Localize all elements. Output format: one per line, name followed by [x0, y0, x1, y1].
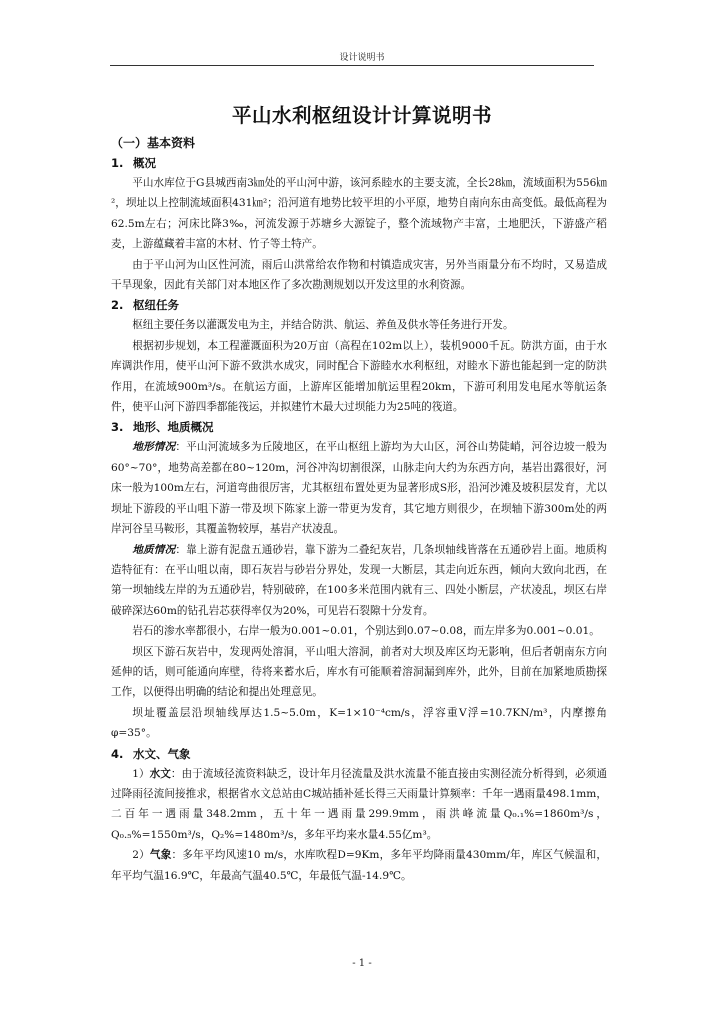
header-rule [110, 65, 594, 66]
subsection-label: 地形、地质概况 [133, 420, 214, 435]
subsection-heading-hydrology-weather [111, 744, 607, 764]
subsection-label: 概况 [133, 156, 156, 170]
paragraph-task-planning: 根据初步规划，本工程灌溉面积为20万亩（高程在102m以上），装机9000千瓦。防洪方面，由于水库调洪作用，使平山河下游不致洪水成灾，同时配合下游睦水水利枢纽，对睦水下游也能起到一定的防洪作用，在流域900m³/s。在航运方面，上游库区能增加航运里程20km，下游可利用发电尾水等航运条件，使平山河下游四季都能筏运，并拟建竹木最大过坝能力为25吨的筏道。 [111, 339, 607, 414]
paragraph-overburden: 坝址覆盖层沿坝轴线厚达1.5~5.0m，K=1×10⁻⁴cm/s，浮容重V浮=10.7KN/m³，内摩擦角φ=35°。 [111, 706, 607, 740]
paragraph-geology [111, 540, 607, 622]
hydrology-text: ：由于流域径流资料缺乏，设计年月径流量及洪水流量不能直接由实测径流分析得到，必须通过降雨径流间接推求，根据省水文总站由C城站插补延长得三天雨量计算频率：千年一遇雨量498.1mm，二百年一遇雨量348.2mm，五十年一遇雨量299.9mm，雨洪峰流量Q₀.₁%=1860m³/s，Q₀.₅%=1550m³/s，Q₂%=1480m³/s，多年平均来水量4.55亿m³。 [111, 767, 607, 841]
subsection-number: 1. [111, 156, 124, 170]
paragraph-task-goals: 枢纽主要任务以灌溉发电为主，并结合防洪、航运、养鱼及供水等任务进行开发。 [132, 319, 514, 332]
hydrology-label: 水文 [149, 767, 171, 780]
geology-label: 地质情况 [132, 543, 176, 556]
topography-text: ：平山河流域多为丘陵地区，在平山枢纽上游均为大山区，河谷山势陡峭，河谷边坡一般为60°~70°，地势高差都在80~120m，河谷冲沟切割很深，山脉走向大约为东西方向，基岩出露很好，河床一般为100m左右，河道弯曲很厉害，尤其枢纽布置处更为显著形成S形，沿河沙滩及坡积层发育，尤以坝址下游段的平山咀下游一带及坝下陈家上游一带更为发育，其它地方则很少，在坝轴下游300m处的两岸河谷呈马鞍形，其覆盖物较厚，基岩产状凌乱。 [111, 441, 608, 536]
running-header: 设计说明书 [339, 53, 385, 63]
document-body [111, 134, 607, 886]
document-title: 平山水利枢纽设计计算说明书 [231, 104, 492, 127]
weather-text: ：多年平均风速10 m/s，水库吹程D=9Km，多年平均降雨量430mm/年，库区气候温和，年平均气温16.9℃，年最高气温40.5℃，年最低气温-14.9℃。 [111, 849, 607, 882]
paragraph-hydrology [111, 764, 607, 846]
item-prefix: 2） [132, 849, 150, 862]
subsection-heading-topography-geology [111, 417, 607, 437]
item-prefix: 1） [132, 767, 150, 780]
subsection-label: 枢纽任务 [133, 298, 179, 313]
subsection-number: 4. [111, 746, 124, 761]
paragraph-weather [111, 845, 607, 886]
weather-label: 气象 [149, 849, 172, 862]
subsection-heading-tasks [111, 295, 607, 315]
subsection-number: 3. [111, 420, 124, 435]
section-heading-basic-data: （一）基本资料 [111, 136, 196, 150]
paragraph-karst-caves: 坝区下游石灰岩中，发现两处溶洞，平山咀大溶洞，前者对大坝及库区均无影响，但后者朝南东方向延伸的话，则可能通向库壁，待将来蓄水后，库水有可能顺着溶洞漏到库外，此外，目前在加紧地质勘探工作，以便得出明确的结论和提出处理意见。 [111, 645, 607, 699]
paragraph-overview-purpose: 由于平山河为山区性河流，雨后山洪常给农作物和村镇造成灾害，另外当雨量分布不均时，又易造成干旱现象，因此有关部门对本地区作了多次勘测规划以开发这里的水利资源。 [111, 258, 607, 292]
topography-label: 地形情况 [132, 441, 176, 454]
paragraph-permeability: 岩石的渗水率都很小，右岸一般为0.001~0.01，个别达到0.07~0.08，而左岸多为0.001~0.01。 [132, 625, 600, 638]
subsection-number: 2. [111, 298, 124, 313]
geology-text: ：靠上游有泥盘五通砂岩，靠下游为二叠纪灰岩，几条坝轴线皆落在五通砂岩上面。地质构造特征有：在平山咀以南，即石灰岩与砂岩分界处，发现一大断层，其走向近东西，倾向大致向北西，在第一坝轴线左岸的为五通砂岩，特别破碎，在100多米范围内就有三、四处小断层，产状凌乱，坝区右岸破碎深达60m的钻孔岩芯获得率仅为20%，可见岩石裂隙十分发育。 [111, 543, 608, 617]
subsection-heading-overview [111, 153, 607, 173]
paragraph-overview-location: 平山水库位于G县城西南3㎞处的平山河中游，该河系睦水的主要支流，全长28㎞，流域面积为556㎞²，坝址以上控制流域面积431㎞²；沿河道有地势比较平坦的小平原，地势自南向东由高变低。最低高程为62.5m左右；河床比降3‰，河流发源于苏塘乡大源锭子，整个流域物产丰富，土地肥沃，下游盛产稻麦，上游蕴藏着丰富的木材、竹子等土特产。 [111, 177, 607, 251]
page-number: - 1 - [352, 958, 372, 969]
subsection-label: 水文、气象 [133, 746, 191, 761]
paragraph-topography [111, 437, 607, 539]
